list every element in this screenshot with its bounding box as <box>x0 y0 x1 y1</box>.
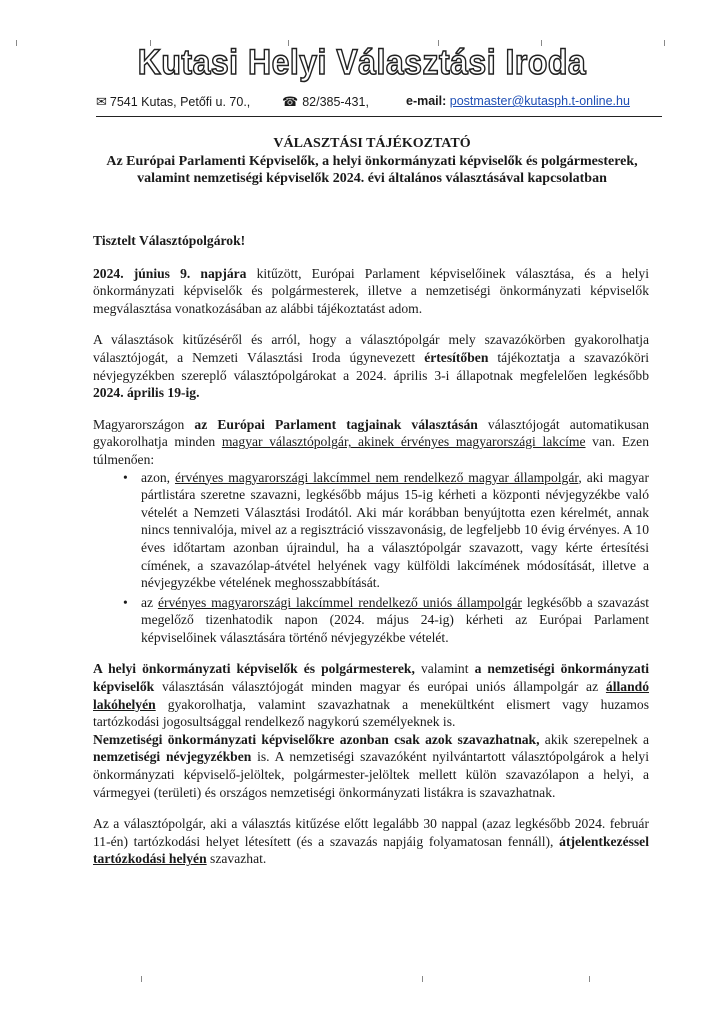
address-text: 7541 Kutas, Petőfi u. 70., <box>109 95 251 109</box>
address <box>96 94 250 110</box>
p2-bold-1: értesítőben <box>424 349 489 365</box>
p6-text-1: Az a választópolgár, aki a választás kitűzése előtt legalább 30 nappal (azaz legkésőbb 2024. február 11-én) tartózkodási helyet létesített (és a szavazás napjáig folyamatosan fennáll), <box>93 816 649 849</box>
p3-bold-1: az Európai Parlament tagjainak választásán <box>194 416 478 432</box>
p2-text-1: A választások kitűzéséről és arról, hogy a választópolgár mely szavazókörben gyakorolhatja választójogát, a Nemzeti Választási Iroda úgynevezett <box>93 332 649 365</box>
scan-speck <box>422 976 423 982</box>
p3-text-2: választójogát automatikusan gyakorolhatja minden <box>93 416 649 450</box>
email-link[interactable]: postmaster@kutasph.t-online.hu <box>449 94 630 108</box>
telephone-icon: ☎ <box>282 94 299 109</box>
list-item <box>141 594 649 647</box>
document-heading <box>104 135 640 188</box>
paragraph-4 <box>93 660 649 730</box>
salutation: Tisztelt Választópolgárok! <box>93 233 246 248</box>
p4-text-2: választásán választójogát minden magyar és európai uniós állampolgár az <box>154 679 606 695</box>
p4-bold-1: A helyi önkormányzati képviselők és polgármesterek, <box>93 661 415 677</box>
paragraph-3 <box>93 416 649 469</box>
p3-text-1: Magyarországon <box>93 416 195 432</box>
bullet-1-underline: érvényes magyarországi lakcímmel nem rendelkező magyar állampolgár <box>174 469 579 485</box>
email-label: e-mail: <box>406 94 447 108</box>
paragraph-5 <box>93 731 649 801</box>
letterhead-divider <box>96 116 662 117</box>
p1-text: kitűzött, Európai Parlament képviselőinek választása, és a helyi önkormányzati képviselők és polgármesterek, illetve a nemzetiségi önkormányzati képviselők megválasztása vonatkozásában az alábbi tájékoztatást adom. <box>93 265 649 316</box>
document-body <box>93 232 649 882</box>
p6-text-3: szavazhat. <box>206 851 267 867</box>
election-date: 2024. június 9. <box>93 265 191 281</box>
email <box>406 94 630 108</box>
office-name: Kutasi Helyi Választási Iroda <box>137 42 587 82</box>
bullet-1-text-1: azon, <box>141 469 175 485</box>
p3-underline-1: magyar választópolgár, akinek érvényes magyarországi lakcíme <box>221 434 586 450</box>
scan-speck <box>589 976 590 982</box>
paragraph-6 <box>93 815 649 868</box>
document-title: VÁLASZTÁSI TÁJÉKOZTATÓ <box>273 136 471 151</box>
p4-text-1: valamint <box>414 661 475 677</box>
p3-text-3: van. Ezen túlmenően: <box>93 434 649 467</box>
contact-line <box>96 94 656 112</box>
phone <box>282 94 369 110</box>
p1-bold: napjára <box>200 265 247 281</box>
p6-bold-underline: tartózkodási helyén <box>93 851 207 867</box>
p2-text-2: tájékoztatja a szavazóköri névjegyzékben szereplő választópolgárokat a 2024. április 3-i állapotnak megfelelően legkésőbb <box>93 349 649 383</box>
p5-bold-1: Nemzetiségi önkormányzati képviselőkre azonban csak azok szavazhatnak, <box>93 731 540 747</box>
document-subtitle: Az Európai Parlamenti Képviselők, a helyi önkormányzati képviselők és polgármesterek, valamint nemzetiségi képviselők 2024. évi általános választásával kapcsolatban <box>106 153 638 186</box>
bullet-2-text-1: az <box>141 594 158 610</box>
p6-bold-1: átjelentkezéssel <box>559 833 649 849</box>
scan-speck <box>141 976 142 982</box>
p5-text-2: is. A nemzetiségi szavazóként nyilvántartott választópolgárok a helyi önkormányzati képviselő-jelöltek, polgármester-jelöltek mellett külön szavazólapon a helyi, a vármegyei (területi) és országos nemzetiségi önkormányzati listákra is szavazhatnak. <box>93 749 649 800</box>
p4-bold-underline: állandó lakóhelyén <box>93 679 649 712</box>
p5-bold-2: nemzetiségi névjegyzékben <box>93 749 252 765</box>
letterhead <box>0 44 724 80</box>
p4-text-3: gyakorolhatja, valamint szavazhatnak a menekültként elismert vagy huzamos tartózkodási jogosultsággal rendelkező nagykorú személyeknek is. <box>93 696 649 730</box>
p4-bold-2: a nemzetiségi önkormányzati képviselők <box>93 661 650 695</box>
paragraph-2 <box>93 331 649 401</box>
paragraph-1 <box>93 265 649 318</box>
phone-text: 82/385-431, <box>302 95 369 109</box>
p2-bold-2: 2024. április 19-ig. <box>93 385 200 401</box>
bullet-2-underline: érvényes magyarországi lakcímmel rendelkező uniós állampolgár <box>157 594 522 610</box>
bullet-1-text-2: , aki magyar pártlistára szeretne szavazni, legkésőbb május 15-ig kérheti a központi névjegyzékbe való vételét a Nemzeti Választási Irodától. Aki már korábban benyújtotta ezen kérelmét, annak nincs tennivalója, mivel az a regisztráció visszavonásig, de legfeljebb 10 évig érvényes. A 10 éves időtartam azonban újraindul, ha a választópolgár szavazott, vagy kérte értesítési címének, a szavazólap-átvétel helyének vagy külföldi lakcímének módosítását, illetve a névjegyzékbe vételének meghosszabbítását. <box>141 469 649 591</box>
list-item <box>141 469 649 592</box>
envelope-icon: ✉ <box>96 94 107 109</box>
bullet-2-text-2: legkésőbb a szavazást megelőző tizenhatodik napon (2024. május 24-ig) kérheti az Európai Parlament képviselőinek választására történő névjegyzékbe vételét. <box>141 594 650 645</box>
eligibility-list <box>93 469 649 647</box>
p5-text-1: akik szerepelnek a <box>539 731 649 747</box>
